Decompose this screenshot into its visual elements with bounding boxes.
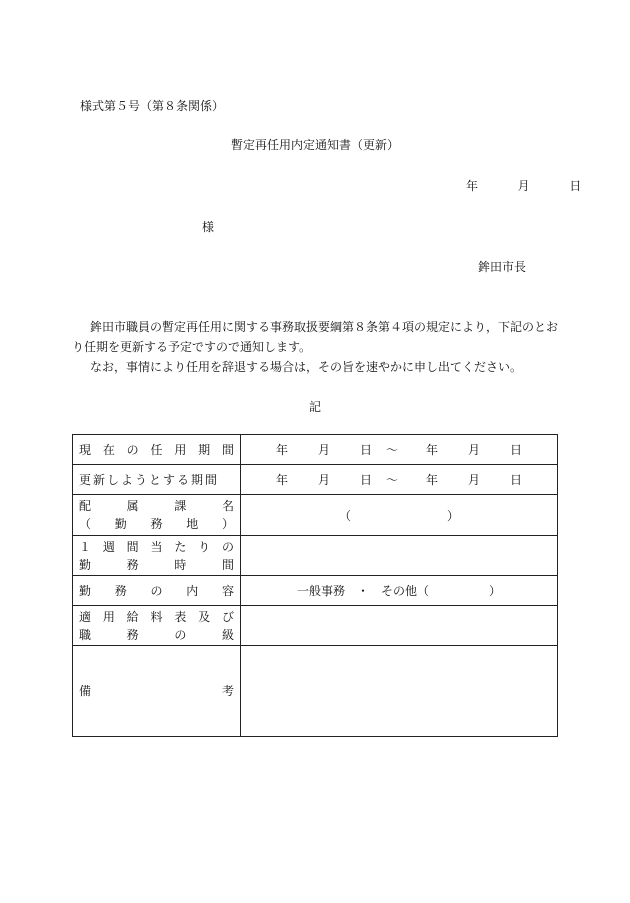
label-char: 考 (221, 684, 234, 698)
label-char: 地 (186, 517, 199, 531)
label-char: 配 (79, 499, 92, 513)
table-row (73, 646, 558, 737)
period-start-day: 日 (359, 473, 372, 487)
period-range (241, 441, 557, 458)
label-char: 勤 (79, 557, 92, 572)
row-value-text: （ ） (338, 508, 459, 523)
label-line (79, 515, 234, 533)
label-line (79, 556, 234, 574)
date-day: 日 (569, 179, 582, 193)
label-char: 表 (174, 609, 187, 624)
label-char: 料 (150, 609, 163, 624)
row-label (73, 536, 241, 576)
date-line (466, 177, 581, 194)
label-char: 名 (221, 499, 234, 513)
period-end-month: 月 (468, 473, 481, 487)
row-label (73, 435, 241, 465)
label-char: 務 (114, 583, 127, 598)
label-line (79, 471, 234, 489)
row-label (73, 576, 241, 606)
body-paragraph-2: なお，事情により任用を辞退する場合は，その旨を速やかに申し出てください。 (90, 360, 523, 374)
table-row (73, 536, 558, 576)
label-line (79, 497, 234, 515)
label-char: （ (79, 517, 92, 531)
row-value[interactable] (241, 646, 558, 737)
label-char: １ (79, 539, 92, 554)
period-range (241, 471, 557, 488)
document-title: 暫定再任用内定通知書（更新） (230, 138, 399, 152)
label-char: の (174, 627, 187, 642)
label-char: の (221, 539, 234, 554)
period-end-year: 年 (426, 473, 439, 487)
label-char: り (198, 539, 211, 554)
label-char: 用 (174, 442, 187, 457)
label-char: 容 (221, 583, 234, 598)
label-line (79, 682, 234, 700)
label-char: 務 (126, 627, 139, 642)
addressee-suffix: 様 (202, 220, 215, 234)
row-label (73, 465, 241, 495)
form-number: 様式第５号（第８条関係） (80, 99, 225, 113)
row-value[interactable] (241, 606, 558, 646)
label-line (79, 582, 234, 600)
label-char: 在 (102, 442, 115, 457)
period-tilde: ～ (385, 473, 398, 487)
period-end-day: 日 (510, 443, 523, 457)
table-row (73, 576, 558, 606)
row-value[interactable] (241, 495, 558, 536)
label-char: 用 (102, 609, 115, 624)
label-char: 属 (126, 499, 139, 513)
label-char: 現 (79, 442, 92, 457)
label-char: の (126, 442, 139, 457)
period-start-day: 日 (359, 443, 372, 457)
label-char: た (174, 539, 187, 554)
period-end-month: 月 (468, 443, 481, 457)
label-char: 給 (126, 609, 139, 624)
table-row (73, 435, 558, 465)
label-char: 週 (102, 539, 115, 554)
row-value[interactable] (241, 465, 558, 495)
row-value[interactable] (241, 536, 558, 576)
date-month: 月 (517, 179, 530, 193)
label-char: 間 (221, 442, 234, 457)
label-char: 勤 (114, 517, 127, 531)
label-char: 間 (221, 557, 234, 572)
label-char: 及 (198, 609, 211, 624)
label-char: 備 (79, 684, 92, 698)
label-line (79, 538, 234, 556)
row-value[interactable] (241, 435, 558, 465)
label-char: 務 (150, 517, 163, 531)
label-char: の (150, 583, 163, 598)
table-row (73, 606, 558, 646)
table-row (73, 465, 558, 495)
row-label (73, 495, 241, 536)
label-char: び (221, 609, 234, 624)
label-char: 更新しようとする期間 (79, 472, 220, 487)
label-line (79, 626, 234, 644)
label-line (79, 608, 234, 626)
label-char: 期 (198, 442, 211, 457)
period-end-day: 日 (510, 473, 523, 487)
label-char: 課 (174, 499, 187, 513)
label-char: 勤 (79, 583, 92, 598)
period-start-month: 月 (317, 443, 330, 457)
issuer-name: 鉾田市長 (478, 260, 527, 274)
row-value-text: 一般事務 ・ その他（ ） (296, 584, 501, 598)
form-table (72, 434, 558, 737)
row-label (73, 646, 241, 737)
table-row (73, 495, 558, 536)
label-char: 級 (221, 627, 234, 642)
label-char: 時 (174, 557, 187, 572)
row-value[interactable] (241, 576, 558, 606)
label-char: 内 (186, 583, 199, 598)
date-year: 年 (466, 179, 479, 193)
period-tilde: ～ (385, 443, 398, 457)
label-char: 任 (150, 442, 163, 457)
label-line (79, 441, 234, 459)
period-start-month: 月 (317, 473, 330, 487)
label-char: 適 (79, 609, 92, 624)
body-paragraph-1: 鉾田市職員の暫定再任用に関する事務取扱要綱第８条第４項の規定により，下記のとおり任期を更新する予定ですので通知します。 (72, 320, 559, 354)
period-end-year: 年 (426, 443, 439, 457)
period-start-year: 年 (275, 473, 288, 487)
row-label (73, 606, 241, 646)
period-start-year: 年 (275, 443, 288, 457)
label-char: 職 (79, 627, 92, 642)
label-char: ） (221, 517, 234, 531)
label-char: 当 (150, 539, 163, 554)
label-char: 務 (126, 557, 139, 572)
ki-heading: 記 (308, 400, 321, 414)
label-char: 間 (126, 539, 139, 554)
